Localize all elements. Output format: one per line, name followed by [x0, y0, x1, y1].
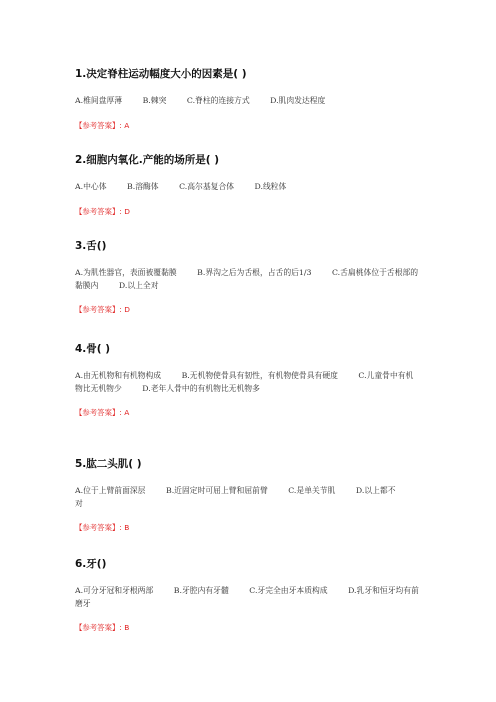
option-c: C.高尔基复合体: [179, 182, 235, 191]
option-c: C.是单关节肌: [288, 486, 336, 495]
answer-value: D: [124, 206, 130, 216]
option-b: B.棘突: [142, 96, 167, 105]
question-title: 2.细胞内氧化.产能的场所是( ): [75, 154, 220, 166]
reference-answer: [75, 206, 435, 217]
option-b: B.牙腔内有牙髓: [173, 586, 229, 595]
option-c: C.舌扁桃体位于舌根部的黏膜内: [75, 268, 419, 290]
reference-answer: [75, 120, 435, 131]
option-a: A.中心体: [75, 182, 107, 191]
reference-answer: [75, 407, 435, 418]
answer-value: B: [124, 623, 130, 633]
answer-label: 【参考答案】:: [75, 120, 125, 130]
question-options: [75, 267, 420, 292]
answer-label: 【参考答案】:: [75, 206, 125, 216]
option-a: A.由无机物和有机物构成: [75, 371, 162, 380]
reference-answer: [75, 622, 435, 633]
option-d: D.以上都不对: [75, 486, 396, 508]
answer-label: 【参考答案】:: [75, 408, 125, 418]
option-d: D.以上全对: [118, 280, 159, 290]
answer-value: D: [124, 305, 130, 315]
question-options: [75, 485, 420, 510]
reference-answer: [75, 304, 435, 315]
answer-value: A: [124, 408, 130, 418]
question-options: [75, 585, 420, 610]
question-4: [75, 341, 435, 418]
option-b: B.溶酶体: [126, 182, 159, 191]
question-title: 1.决定脊柱运动幅度大小的因素是( ): [75, 68, 247, 80]
option-a: A.位于上臂前面深层: [75, 486, 146, 495]
answer-value: B: [124, 523, 130, 533]
option-d: D.老年人骨中的有机物比无机物多: [142, 383, 260, 393]
option-b: B.近固定时可屈上臂和屈前臂: [165, 486, 268, 495]
option-c: C.脊柱的连接方式: [186, 96, 250, 105]
answer-label: 【参考答案】:: [75, 523, 125, 533]
option-b: B.无机物使骨具有韧性，有机物使骨具有硬度: [181, 371, 338, 380]
option-d: D.肌肉发达程度: [270, 96, 326, 105]
question-title: 4.骨( ): [75, 343, 111, 355]
question-title: 6.牙(): [75, 558, 107, 570]
question-1: [75, 66, 435, 131]
option-a: A.可分牙冠和牙根两部: [75, 586, 154, 595]
option-d: D.线粒体: [254, 182, 287, 191]
answer-label: 【参考答案】:: [75, 305, 125, 315]
answer-label: 【参考答案】:: [75, 623, 125, 633]
option-c: C.儿童骨中有机物比无机物少: [75, 371, 414, 393]
question-3: [75, 238, 435, 315]
reference-answer: [75, 522, 435, 533]
question-2: [75, 152, 435, 217]
question-options: [75, 95, 420, 108]
option-a: A.为肌性器官，表面被覆黏膜: [75, 268, 177, 277]
question-options: [75, 181, 420, 194]
question-6: [75, 556, 435, 633]
answer-value: A: [124, 120, 130, 130]
option-c: C.牙完全由牙本质构成: [249, 586, 328, 595]
question-options: [75, 370, 420, 395]
option-d: D.乳牙和恒牙均有前磨牙: [75, 586, 419, 608]
question-title: 3.舌(): [75, 240, 107, 252]
option-b: B.界沟之后为舌根，占舌的后1/3: [197, 268, 312, 277]
question-title: 5.肱二头肌( ): [75, 458, 142, 470]
option-a: A.椎间盘厚薄: [75, 96, 123, 105]
question-5: [75, 456, 435, 533]
